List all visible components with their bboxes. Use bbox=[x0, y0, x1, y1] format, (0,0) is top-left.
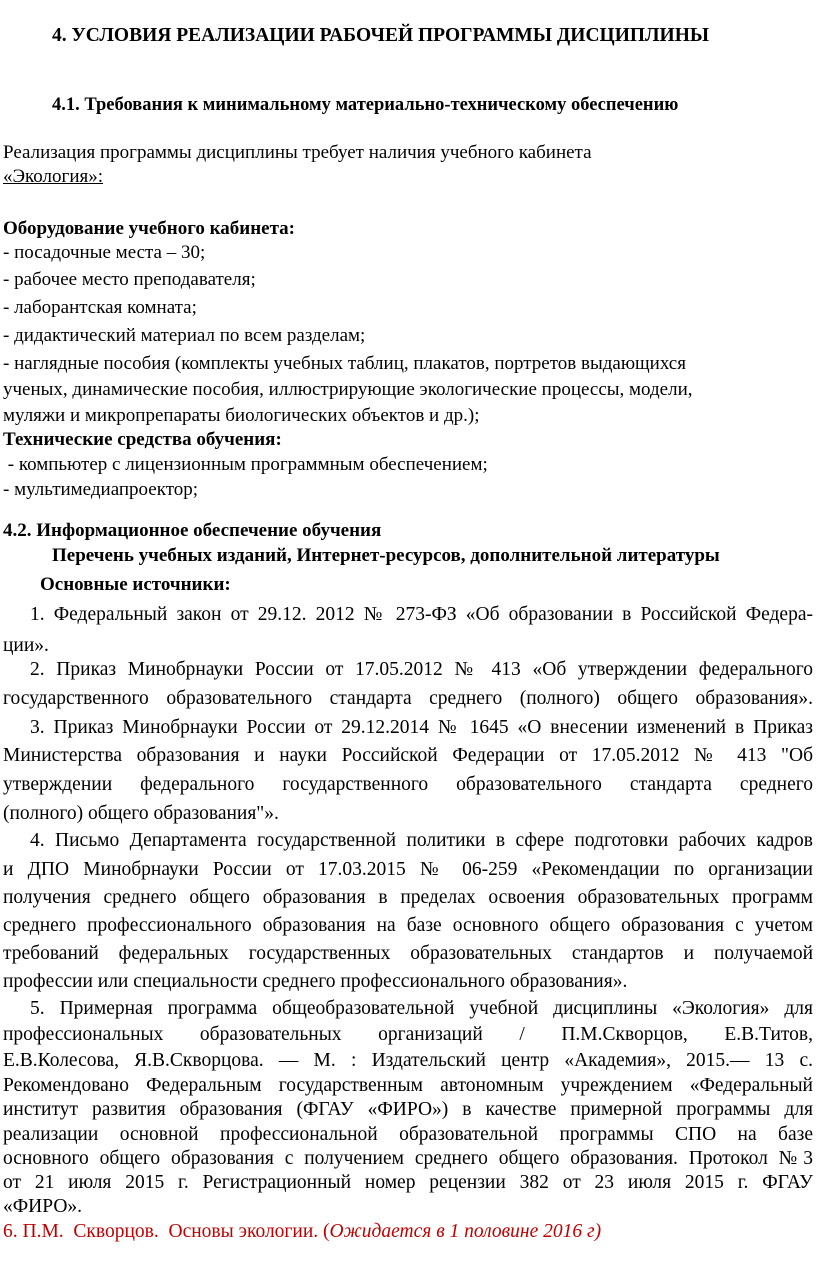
source-line: и ДПО Минобрнауки России от 17.03.2015 № 06-259 «Рекомендации по организации bbox=[3, 859, 813, 880]
intro-line-2: «Экология»: bbox=[3, 166, 104, 187]
source-line: (полного) общего образования"». bbox=[3, 803, 279, 824]
source-line: профессиональных образовательных организаций / П.М.Скворцов, Е.В.Титов, bbox=[3, 1024, 813, 1045]
source-line: государственного образовательного стандарта среднего (полного) общего образования». bbox=[3, 688, 813, 709]
sources-heading: Основные источники: bbox=[40, 574, 231, 595]
source-line: институт развития образования (ФГАУ «ФИРО») в качестве примерной программы для bbox=[3, 1099, 813, 1120]
equipment-item: - лаборантская комната; bbox=[3, 297, 197, 318]
source-line: основного общего образования с получением среднего общего образования. Протокол №3 bbox=[3, 1148, 813, 1169]
source-line: реализации основной профессиональной образовательной программы СПО на базе bbox=[3, 1124, 813, 1145]
source-line: Рекомендовано Федеральным государственным автономным учреждением «Федеральный bbox=[3, 1075, 813, 1096]
subsection-4-1-title: 4.1. Требования к минимальному материально-техническому обеспечению bbox=[52, 95, 679, 115]
equipment-item: муляжи и микропрепараты биологических объектов и др.); bbox=[3, 405, 480, 426]
source-line: среднего профессионального образования на базе основного общего образования с учетом bbox=[3, 915, 813, 936]
source-line: 3. Приказ Минобрнауки России от 29.12.2014 № 1645 «О внесении изменений в Приказ bbox=[30, 717, 813, 738]
equipment-item: - наглядные пособия (комплекты учебных таблиц, плакатов, портретов выдающихся bbox=[3, 353, 686, 374]
source-line: «ФИРО». bbox=[3, 1196, 83, 1217]
source-line: 4. Письмо Департамента государственной политики в сфере подготовки рабочих кадров bbox=[30, 830, 813, 851]
equipment-item: - рабочее место преподавателя; bbox=[3, 269, 256, 290]
source-item-6-note: Ожидается в 1 половине 2016 г) bbox=[329, 1221, 602, 1242]
equipment-heading: Оборудование учебного кабинета: bbox=[3, 218, 296, 239]
source-line: профессии или специальности среднего профессионального образования». bbox=[3, 971, 628, 992]
source-line: 2. Приказ Минобрнауки России от 17.05.2012 № 413 «Об утверждении федерального bbox=[30, 659, 813, 680]
source-line: ции». bbox=[3, 635, 49, 656]
source-line: утверждении федерального государственного образовательного стандарта среднего bbox=[3, 774, 813, 795]
source-line: требований федеральных государственных образовательных стандартов и получаемой bbox=[3, 943, 813, 964]
section-title: 4. УСЛОВИЯ РЕАЛИЗАЦИИ РАБОЧЕЙ ПРОГРАММЫ ДИСЦИПЛИНЫ bbox=[52, 25, 710, 46]
tech-heading: Технические средства обучения: bbox=[3, 429, 282, 450]
source-line: получения среднего общего образования в пределах освоения образовательных программ bbox=[3, 887, 813, 908]
source-line: 1. Федеральный закон от 29.12. 2012 № 273-ФЗ «Об образовании в Российской Федера- bbox=[30, 604, 813, 625]
source-line: от 21 июля 2015 г. Регистрационный номер рецензии 382 от 23 июля 2015 г. ФГАУ bbox=[3, 1172, 813, 1193]
tech-item: - мультимедиапроектор; bbox=[3, 479, 199, 500]
source-line: Е.В.Колесова, Я.В.Скворцова. — М. : Издательский центр «Академия», 2015.— 13 с. bbox=[3, 1050, 813, 1071]
intro-line-1: Реализация программы дисциплины требует наличия учебного кабинета bbox=[3, 142, 592, 163]
tech-item: - компьютер с лицензионным программным обеспечением; bbox=[3, 454, 488, 475]
source-line: Министерства образования и науки Российской Федерации от 17.05.2012 № 413 "Об bbox=[3, 745, 813, 766]
source-line: 5. Примерная программа общеобразовательной учебной дисциплины «Экология» для bbox=[30, 998, 813, 1019]
source-item-6-text: 6. П.М. Скворцов. Основы экологии. ( bbox=[3, 1221, 330, 1242]
subsection-4-2-subtitle: Перечень учебных изданий, Интернет-ресурсов, дополнительной литературы bbox=[52, 545, 720, 566]
equipment-item: - дидактический материал по всем разделам; bbox=[3, 325, 366, 346]
source-item-6 bbox=[3, 1222, 601, 1242]
equipment-item: ученых, динамические пособия, иллюстрирующие экологические процессы, модели, bbox=[3, 379, 693, 400]
equipment-item: - посадочные места – 30; bbox=[3, 242, 206, 263]
subsection-4-2-title: 4.2. Информационное обеспечение обучения bbox=[3, 520, 382, 541]
